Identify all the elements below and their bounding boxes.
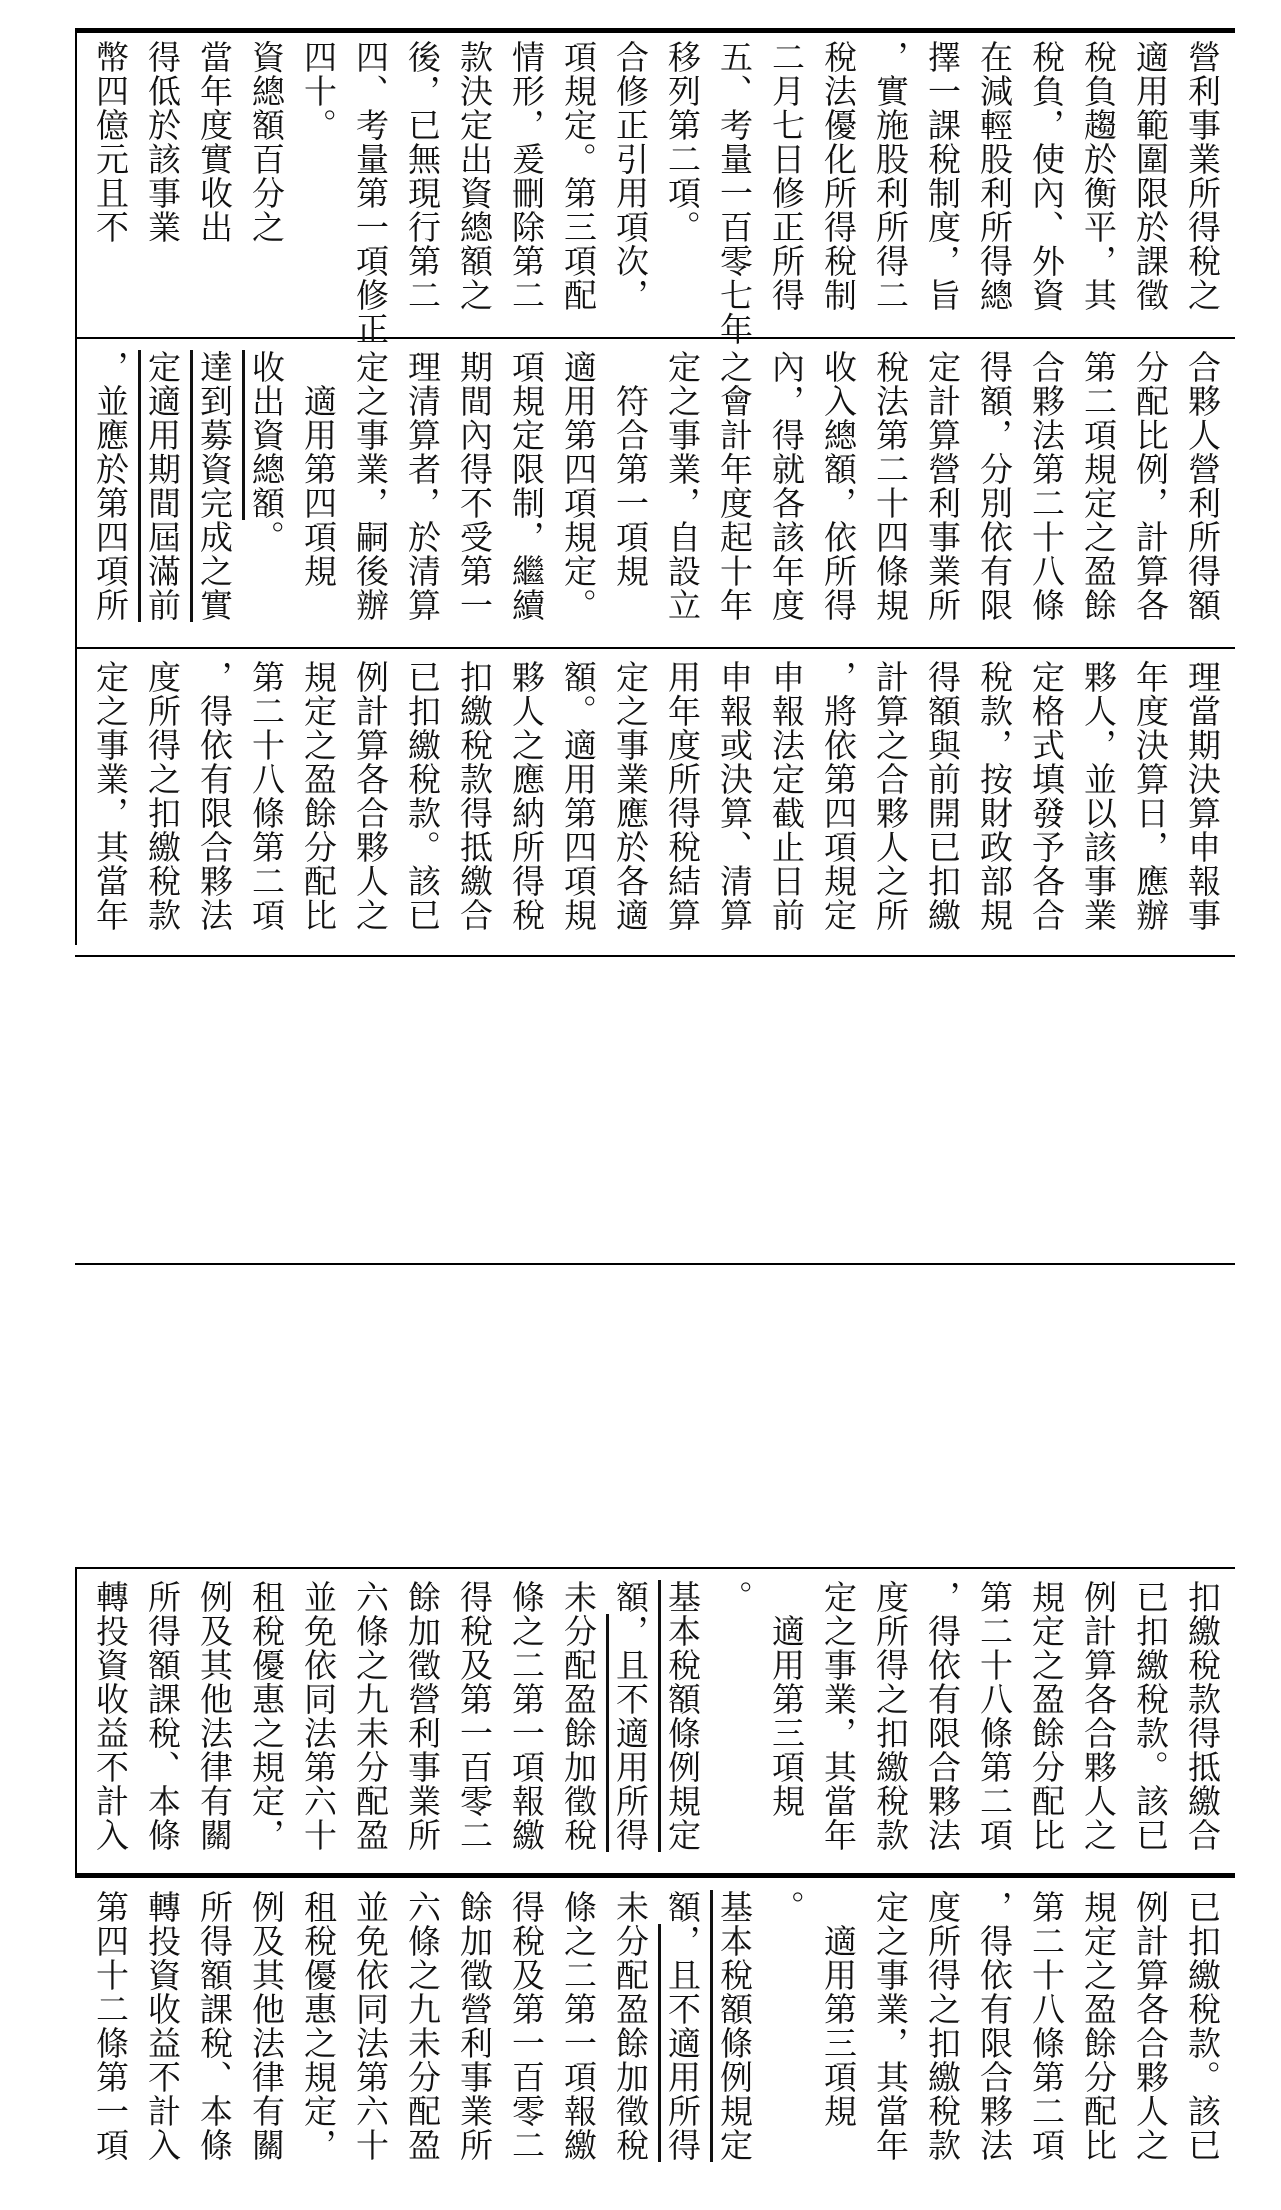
text-column [816,1580,860,1870]
text-segment: 扣繳稅款得抵繳合 [455,660,494,932]
text-segment: 理當期決算申報事 [1183,660,1222,932]
divider-3 [75,955,1235,957]
text-segment: 合修正引用項次， [611,40,650,312]
text-column [660,1890,704,2180]
text-segment: 例計算各合夥人之 [1079,1580,1118,1852]
text-column [88,40,132,330]
text-column [452,40,496,330]
text-segment: 轉投資收益不計入 [143,1890,182,2162]
text-column [816,350,860,640]
text-column [400,350,444,640]
text-column [296,660,340,950]
section-top-right [88,40,1228,346]
text-segment: 例及其他法律有關 [195,1580,234,1852]
text-column [88,350,132,640]
text-segment: 得稅及第一百零二 [507,1890,546,2162]
text-column [140,660,184,950]
text-segment: 定計算營利事業所 [923,350,962,622]
text-column [972,1580,1016,1870]
text-column [868,350,912,640]
text-column [140,1890,184,2180]
text-column [244,1580,288,1870]
text-column [296,1890,340,2180]
text-column [608,660,652,950]
text-column [1128,660,1172,950]
text-column [556,40,600,330]
text-segment: ，將依第四項規定 [819,660,858,932]
text-column [504,660,548,950]
text-column [504,1580,548,1870]
text-segment: 情形，爰刪除第二 [507,40,546,312]
text-segment: 第二十八條第二項 [975,1580,1014,1852]
text-segment: 第二十八條第二項 [1027,1890,1066,2162]
text-column [348,350,392,640]
text-column [348,1580,392,1870]
text-segment: 二月七日修正所得 [767,40,806,312]
text-column [452,350,496,640]
underlined-text: 基本稅額條例規定 [663,1580,702,1852]
text-segment: 稅款，按財政部規 [975,660,1014,932]
section-top-middle [88,350,1228,640]
text-segment: 得稅及第一百零二 [455,1580,494,1852]
text-column [868,660,912,950]
text-segment: 所得額課稅、本條 [195,1890,234,2162]
text-segment: 適用第四項規定。 [559,350,598,622]
text-segment: 四、考量第一項修正 [351,40,390,346]
text-column [712,1890,756,2180]
text-segment: ，得依有限合夥法 [975,1890,1014,2162]
text-segment: 定之事業，嗣後辦 [351,350,390,622]
text-segment: ，並應於第四項所 [91,350,130,622]
text-column [920,1580,964,1870]
text-segment: 定之事業，其當年 [871,1890,910,2162]
text-segment: 營利事業所得稅之 [1183,40,1222,312]
text-column [192,1890,236,2180]
text-column [1128,1890,1172,2180]
text-column [452,1890,496,2180]
text-segment: 度所得之扣繳稅款 [923,1890,962,2162]
text-segment: 擇一課稅制度，旨 [923,40,962,312]
text-column [556,1580,600,1870]
text-segment: 度所得之扣繳稅款 [143,660,182,932]
text-column [1076,1580,1120,1870]
text-segment: 度所得之扣繳稅款 [871,1580,910,1852]
text-column [244,1890,288,2180]
text-segment: 已扣繳稅款。該已 [1183,1890,1222,2162]
text-column [244,660,288,950]
text-column [816,40,860,330]
text-column [1180,350,1224,640]
text-column [1128,1580,1172,1870]
text-segment: 例及其他法律有關 [247,1890,286,2162]
text-column [504,350,548,640]
text-segment: 。 [767,1890,806,1924]
text-column [88,1580,132,1870]
underlined-text: 基本稅額條例規定 [715,1890,754,2162]
text-column [972,660,1016,950]
text-segment: ，實施股利所得二 [871,40,910,312]
top-border [75,28,1235,33]
text-column [920,350,964,640]
text-column [1128,350,1172,640]
text-column [660,40,704,330]
text-column [764,1580,808,1870]
text-segment: 定之事業，其當年 [91,660,130,932]
text-column [1076,1890,1120,2180]
text-segment: 適用第三項規 [819,1890,858,2128]
text-segment: 餘加徵營利事業所 [403,1580,442,1852]
text-column [920,1890,964,2180]
section-bottom-right [88,1580,1228,1870]
column-divider-top [75,28,77,945]
text-column [608,40,652,330]
text-column [972,40,1016,330]
divider-5 [75,1567,1235,1569]
text-column [920,40,964,330]
divider-2 [75,647,1235,649]
text-column [660,660,704,950]
text-segment: 款決定出資總額之 [455,40,494,312]
text-segment: 未分配盈餘加徵稅 [559,1580,598,1852]
text-segment: 移列第二項。 [663,40,702,244]
text-segment: 條之二第一項報繳 [507,1580,546,1852]
text-segment: 額。適用第四項規 [559,660,598,932]
text-segment: 合夥法第二十八條 [1027,350,1066,622]
text-segment: 幣四億元且不 [91,40,130,244]
text-segment: 六條之九未分配盈 [351,1580,390,1852]
text-column [400,660,444,950]
text-column [296,350,340,640]
text-column [400,1890,444,2180]
text-segment: 期間內得不受第一 [455,350,494,622]
text-column [868,1580,912,1870]
text-column [556,350,600,640]
text-column [452,1580,496,1870]
text-segment: 稅負，使內、外資 [1027,40,1066,312]
text-segment: ，得依有限合夥法 [923,1580,962,1852]
text-segment: 適用第三項規 [767,1580,806,1818]
text-segment: 第二十八條第二項 [247,660,286,932]
text-segment: 項規定。第三項配 [559,40,598,312]
text-column [764,660,808,950]
text-column [608,1890,652,2180]
text-column [192,40,236,330]
text-segment: 五、考量一百零七年 [715,40,754,346]
text-segment: 之會計年度起十年 [715,350,754,622]
text-segment: 稅法優化所得稅制 [819,40,858,312]
text-segment: 申報法定截止日前 [767,660,806,932]
column-divider-bottom [75,1567,77,1875]
text-column [712,40,756,346]
text-segment: 所得額課稅、本條 [143,1580,182,1852]
text-column [556,1890,600,2180]
text-column [296,1580,340,1870]
text-column [296,40,340,330]
text-column [920,660,964,950]
text-segment: 六條之九未分配盈 [403,1890,442,2162]
bottom-border [75,1873,1235,1878]
text-segment: 轉投資收益不計入 [91,1580,130,1852]
text-column [660,1580,704,1870]
text-column [1024,1580,1068,1870]
text-segment: 條之二第一項報繳 [559,1890,598,2162]
text-column [712,660,756,950]
text-column [1076,350,1120,640]
text-segment: 資總額百分之 [247,40,286,244]
text-segment: 。 [715,1580,754,1614]
text-segment: 額 [663,1890,702,1924]
text-column [88,660,132,950]
text-segment: 第四十二條第一項 [91,1890,130,2162]
text-segment: 規定之盈餘分配比 [1079,1890,1118,2162]
text-segment: 例計算各合夥人之 [351,660,390,932]
text-segment: 未分配盈餘加徵稅 [611,1890,650,2162]
text-segment: 並免依同法第六十 [299,1580,338,1852]
text-segment: 規定之盈餘分配比 [1027,1580,1066,1852]
text-column [1076,660,1120,950]
text-segment: 。 [247,520,286,554]
underlined-text: 達到募資完成之實 [195,350,234,622]
text-column [1024,40,1068,330]
section-bottom-left [88,1890,1228,2180]
text-column [660,350,704,640]
text-segment: 定之事業應於各適 [611,660,650,932]
text-column [1180,40,1224,330]
text-segment: ，得依有限合夥法 [195,660,234,932]
text-segment: 得額與前開已扣繳 [923,660,962,932]
text-segment: 用年度所得稅結算 [663,660,702,932]
text-column [192,1580,236,1870]
text-column [192,660,236,950]
text-column [608,350,652,640]
text-segment: 計算之合夥人之所 [871,660,910,932]
text-segment: 稅負趨於衡平，其 [1079,40,1118,312]
text-segment: 稅法第二十四條規 [871,350,910,622]
text-segment: 額 [611,1580,650,1614]
text-segment: 適用第四項規 [299,350,338,588]
underlined-text: 收出資總額 [247,350,286,520]
text-segment: 年度決算日，應辦 [1131,660,1170,932]
text-segment: 得額，分別依有限 [975,350,1014,622]
text-column [1076,40,1120,330]
text-segment: 已扣繳稅款。該已 [403,660,442,932]
text-segment: 適用範圍限於課徵 [1131,40,1170,312]
text-column [1180,660,1224,950]
text-column [556,660,600,950]
text-segment: 符合第一項規 [611,350,650,588]
text-column [1024,1890,1068,2180]
text-column [1180,1580,1224,1870]
text-segment: 定之事業，其當年 [819,1580,858,1852]
text-segment: 並免依同法第六十 [351,1890,390,2162]
underlined-text: ，且不適用所得 [663,1924,702,2162]
text-column [1024,660,1068,950]
text-segment: 已扣繳稅款。該已 [1131,1580,1170,1852]
text-column [972,350,1016,640]
text-segment: 申報或決算、清算 [715,660,754,932]
text-column [764,350,808,640]
text-segment: 得低於該事業 [143,40,182,244]
text-column [244,350,288,640]
text-segment: 分配比例，計算各 [1131,350,1170,622]
text-segment: 項規定限制，繼續 [507,350,546,622]
text-column [764,1890,808,2180]
text-segment: 理清算者，於清算 [403,350,442,622]
text-column [140,40,184,330]
text-segment: 後，已無現行第二 [403,40,442,312]
text-segment: 規定之盈餘分配比 [299,660,338,932]
text-column [868,40,912,330]
text-segment: 租稅優惠之規定， [299,1890,338,2162]
text-column [816,660,860,950]
text-column [868,1890,912,2180]
text-segment: 租稅優惠之規定， [247,1580,286,1852]
text-segment: 收入總額，依所得 [819,350,858,622]
text-column [140,1580,184,1870]
text-column [348,1890,392,2180]
text-segment: 夥人，並以該事業 [1079,660,1118,932]
text-segment: 當年度實收出 [195,40,234,244]
text-segment: 第二項規定之盈餘 [1079,350,1118,622]
underlined-text: ，且不適用所得 [611,1614,650,1852]
text-column [1024,350,1068,640]
text-segment: 例計算各合夥人之 [1131,1890,1170,2162]
text-column [764,40,808,330]
underlined-text: 定適用期間屆滿前 [143,350,182,622]
text-column [140,350,184,640]
text-segment: 扣繳稅款得抵繳合 [1183,1580,1222,1852]
text-column [400,1580,444,1870]
text-segment: 餘加徵營利事業所 [455,1890,494,2162]
text-segment: 內，得就各該年度 [767,350,806,622]
text-column [1128,40,1172,330]
text-column [244,40,288,330]
text-column [608,1580,652,1870]
divider-1 [75,337,1235,339]
text-column [192,350,236,640]
text-column [400,40,444,330]
text-column [712,350,756,640]
text-segment: 合夥人營利所得額 [1183,350,1222,622]
text-segment: 定格式填發予各合 [1027,660,1066,932]
text-segment: 定之事業，自設立 [663,350,702,622]
text-column [816,1890,860,2180]
divider-4 [75,1263,1235,1265]
text-column [504,1890,548,2180]
text-column [712,1580,756,1870]
text-column [504,40,548,330]
text-column [1180,1890,1224,2180]
text-segment: 在減輕股利所得總 [975,40,1014,312]
text-segment: 四十。 [299,40,338,142]
text-column [452,660,496,950]
text-column [88,1890,132,2180]
section-top-left [88,660,1228,950]
text-column [348,660,392,950]
text-segment: 夥人之應納所得稅 [507,660,546,932]
text-column [972,1890,1016,2180]
text-column [348,40,392,346]
